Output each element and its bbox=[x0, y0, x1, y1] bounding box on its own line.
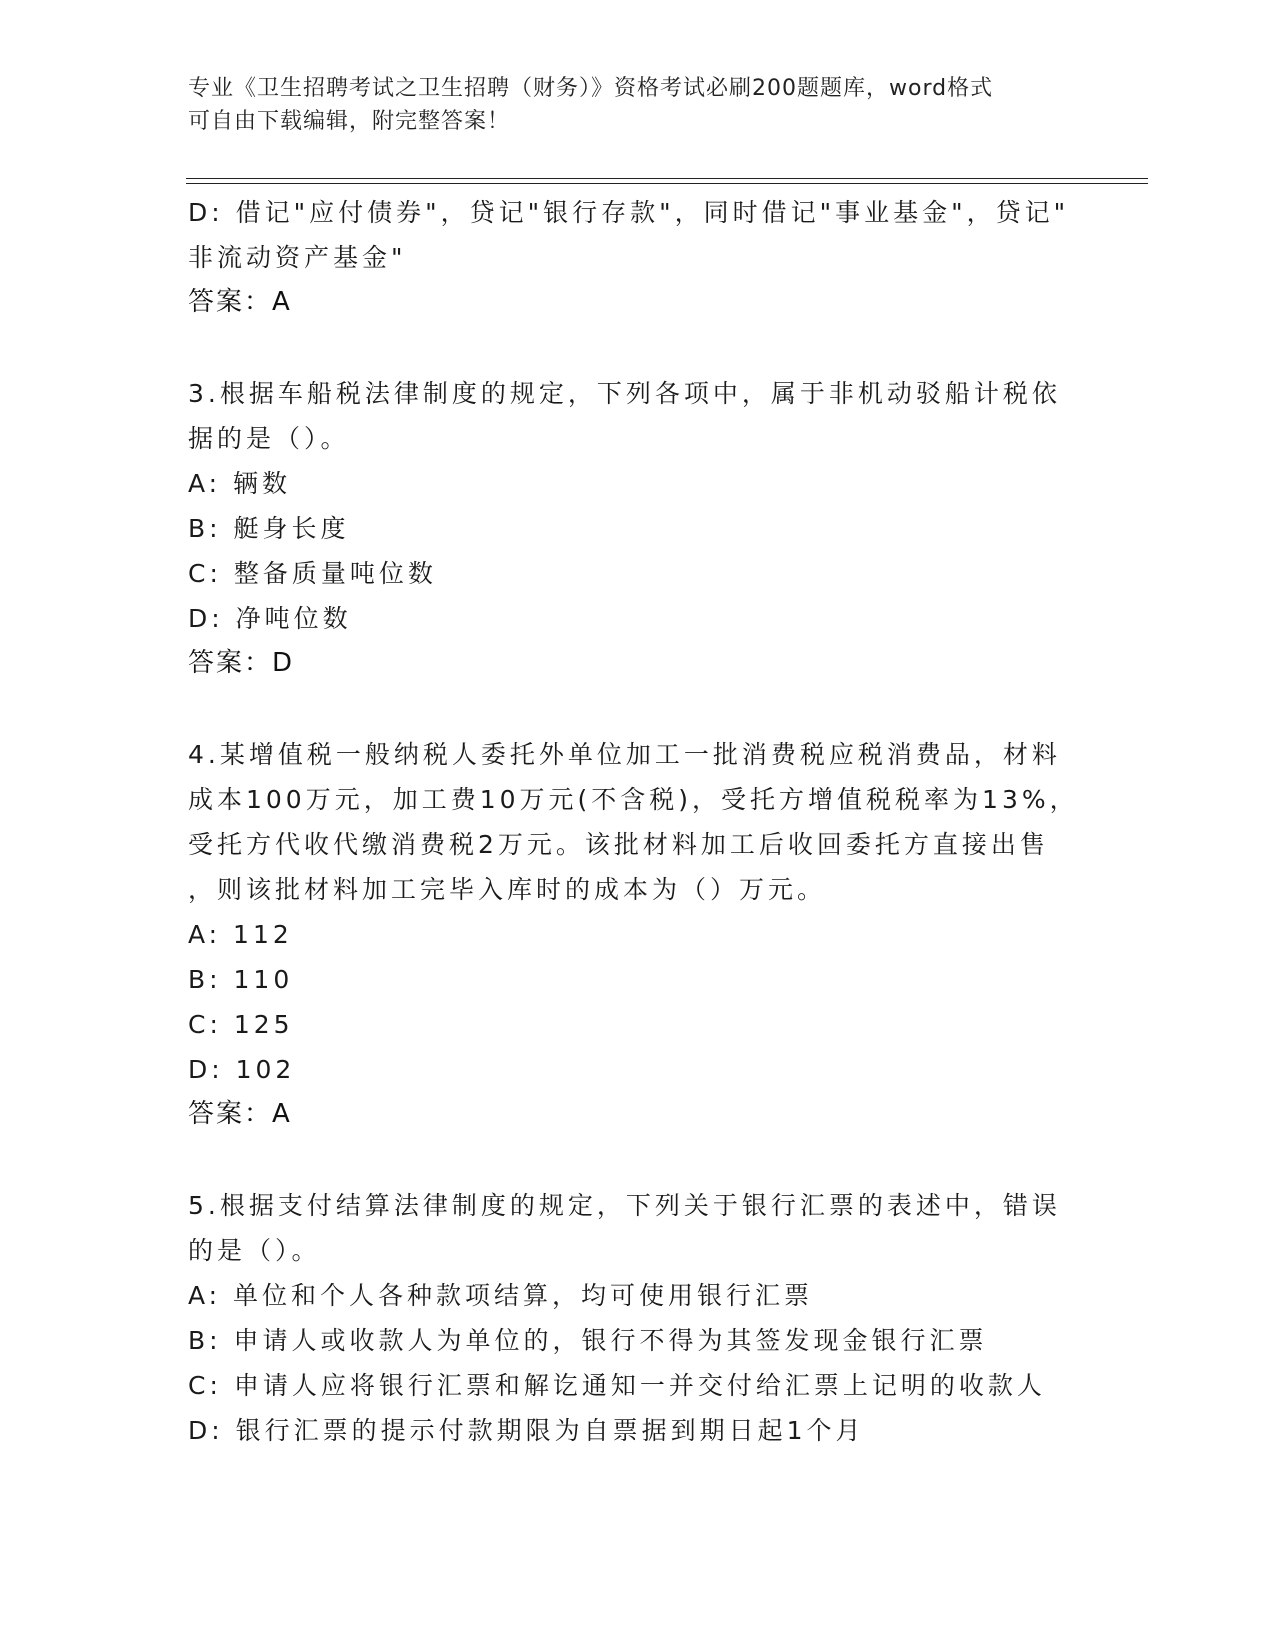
q5-option-a: A: 单位和个人各种款项结算，均可使用银行汇票 bbox=[188, 1281, 814, 1310]
header-rule-top bbox=[186, 178, 1148, 179]
q4-stem-line-1: 4.某增值税一般纳税人委托外单位加工一批消费税应税消费品，材料 bbox=[188, 740, 1061, 769]
header-line-2: 可自由下载编辑，附完整答案！ bbox=[188, 109, 511, 134]
q3-stem-line-2: 据的是（）。 bbox=[188, 424, 350, 453]
q3-answer: 答案：D bbox=[188, 648, 295, 678]
q3-option-c: C: 整备质量吨位数 bbox=[188, 559, 437, 588]
q4-stem-line-3: 受托方代收代缴消费税2万元。该批材料加工后收回委托方直接出售 bbox=[188, 830, 1049, 859]
q4-option-b: B: 110 bbox=[188, 965, 294, 994]
q5-option-d: D: 银行汇票的提示付款期限为自票据到期日起1个月 bbox=[188, 1416, 865, 1445]
q5-stem-line-2: 的是（）。 bbox=[188, 1236, 321, 1265]
q3-option-b: B: 艇身长度 bbox=[188, 514, 350, 543]
question-3 bbox=[188, 371, 1068, 686]
q5-option-b: B: 申请人或收款人为单位的，银行不得为其签发现金银行汇票 bbox=[188, 1326, 988, 1355]
header-rule-bottom bbox=[186, 183, 1148, 184]
q3-stem-line-1: 3.根据车船税法律制度的规定，下列各项中，属于非机动驳船计税依 bbox=[188, 379, 1061, 408]
q2-answer: 答案：A bbox=[188, 287, 292, 317]
spacer bbox=[188, 1137, 1068, 1183]
q2-option-d-line-2: 非流动资产基金" bbox=[188, 243, 407, 272]
q4-option-d: D: 102 bbox=[188, 1055, 296, 1084]
spacer bbox=[188, 686, 1068, 732]
q5-option-c: C: 申请人应将银行汇票和解讫通知一并交付给汇票上记明的收款人 bbox=[188, 1371, 1046, 1400]
q4-stem-line-4: ，则该批材料加工完毕入库时的成本为（）万元。 bbox=[188, 875, 827, 904]
q4-option-c: C: 125 bbox=[188, 1010, 294, 1039]
q4-stem-line-2: 成本100万元，加工费10万元(不含税)，受托方增值税税率为13%， bbox=[188, 785, 1079, 814]
q3-option-a: A: 辆数 bbox=[188, 469, 292, 498]
header-line-1: 专业《卫生招聘考试之卫生招聘（财务）》资格考试必刷200题题库，word格式 bbox=[188, 76, 994, 101]
question-2-tail bbox=[188, 190, 1068, 325]
q4-option-a: A: 112 bbox=[188, 920, 293, 949]
page-header bbox=[188, 72, 1068, 138]
q5-stem-line-1: 5.根据支付结算法律制度的规定，下列关于银行汇票的表述中，错误 bbox=[188, 1191, 1061, 1220]
question-5 bbox=[188, 1183, 1068, 1453]
q3-option-d: D: 净吨位数 bbox=[188, 604, 352, 633]
q4-answer: 答案：A bbox=[188, 1099, 292, 1129]
q2-option-d-line-1: D: 借记"应付债券"，贷记"银行存款"，同时借记"事业基金"，贷记" bbox=[188, 198, 1070, 227]
question-4 bbox=[188, 732, 1079, 1137]
spacer bbox=[188, 325, 1068, 371]
document-body bbox=[188, 190, 1079, 1453]
